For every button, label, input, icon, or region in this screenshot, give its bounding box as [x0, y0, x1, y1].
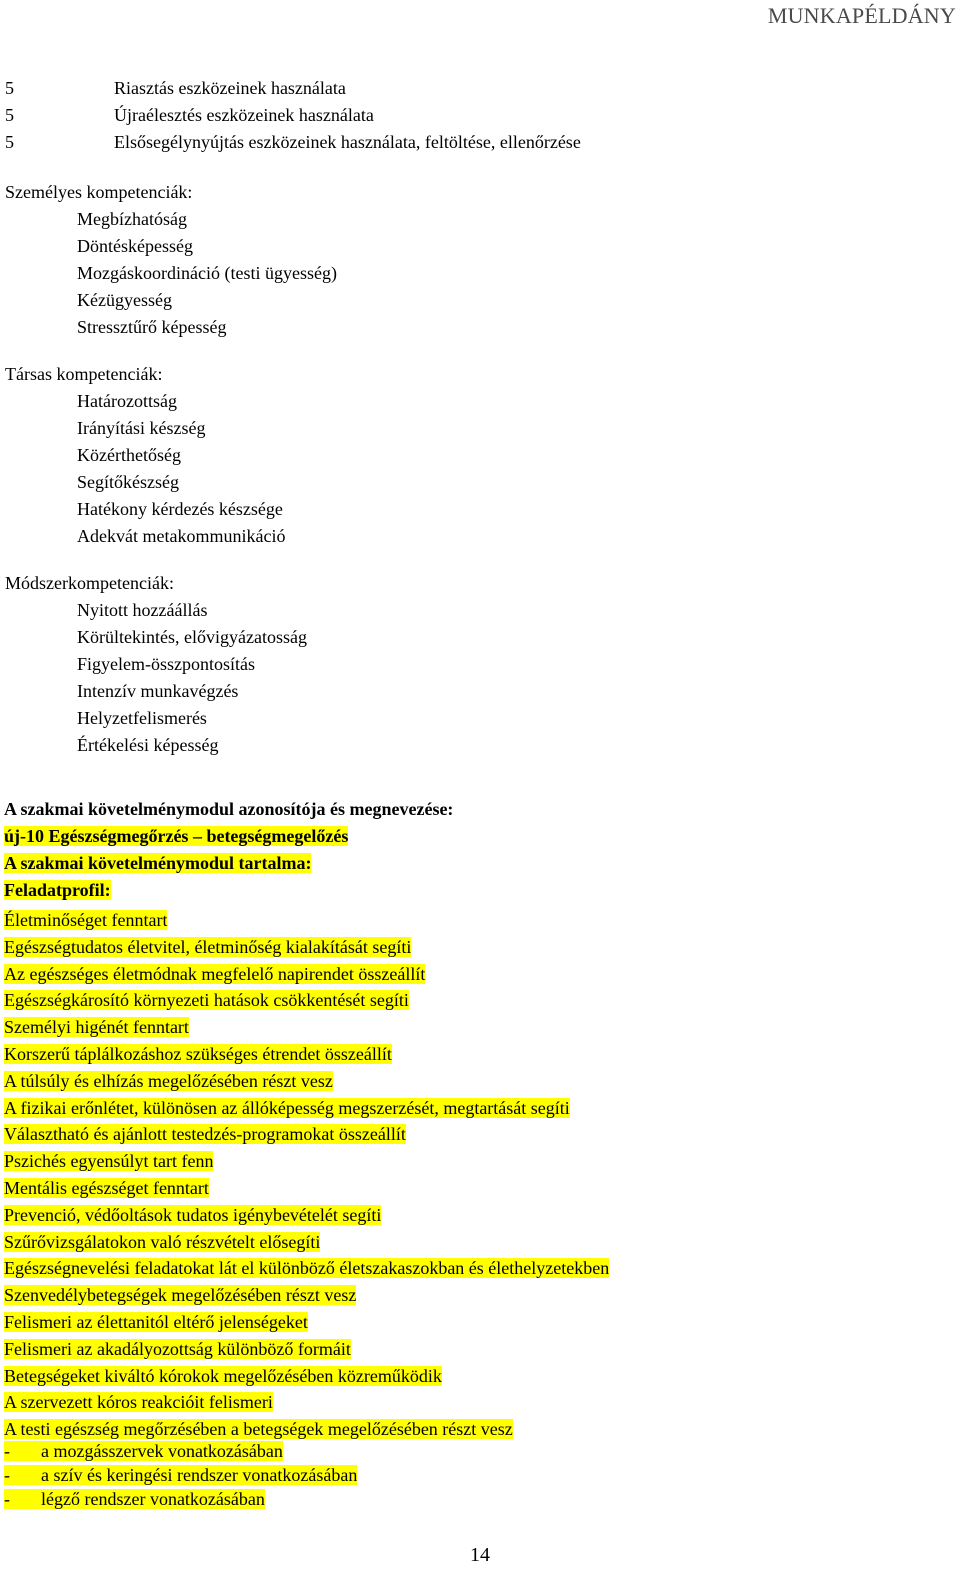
- task-item: Szenvedélybetegségek megelőzésében részt vesz: [4, 1285, 357, 1306]
- social-competencies-section: [5, 362, 905, 551]
- module-header: [4, 797, 944, 905]
- competency-item: Segítőkészség: [77, 472, 179, 492]
- competency-item: Irányítási készség: [77, 418, 206, 438]
- task-item: Felismeri az akadályozottság különböző formáit: [4, 1338, 351, 1359]
- subtask-text: a mozgásszervek vonatkozásában: [41, 1441, 283, 1461]
- subtask-item: [4, 1441, 283, 1461]
- task-profile-heading: Feladatprofil:: [4, 880, 111, 900]
- task-item: Prevenció, védőoltások tudatos igénybevételét segíti: [4, 1204, 382, 1225]
- competency-item: Stressztűrő képesség: [77, 317, 227, 337]
- personal-competencies-section: [5, 180, 905, 342]
- competency-item: Kézügyesség: [77, 290, 172, 310]
- task-item: Egészségnevelési feladatokat lát el különböző életszakaszokban és élethelyzetekben: [4, 1258, 610, 1279]
- tool-row: [5, 103, 905, 130]
- competency-item: Figyelem-összpontosítás: [77, 654, 255, 674]
- tool-text: Újraélesztés eszközeinek használata: [114, 105, 374, 125]
- task-item: Pszichés egyensúlyt tart fenn: [4, 1151, 214, 1172]
- task-item: Szűrővizsgálatokon való részvételt elősegíti: [4, 1231, 321, 1252]
- task-item: Egészségkárosító környezeti hatások csökkentését segíti: [4, 990, 409, 1011]
- task-item: Életminőséget fenntart: [4, 910, 168, 930]
- section-title: Társas kompetenciák:: [5, 364, 163, 384]
- module-id-value: új-10 Egészségmegőrzés – betegségmegelőzés: [4, 826, 349, 846]
- competency-item: Hatékony kérdezés készsége: [77, 499, 283, 519]
- tool-row: [5, 76, 905, 103]
- subtask-list: [4, 1440, 944, 1512]
- competency-item: Helyzetfelismerés: [77, 708, 207, 728]
- competency-item: Adekvát metakommunikáció: [77, 526, 286, 546]
- tool-text: Riasztás eszközeinek használata: [114, 78, 346, 98]
- tool-level: 5: [5, 132, 14, 152]
- competency-item: Közérthetőség: [77, 445, 181, 465]
- dash-bullet: -: [4, 1489, 10, 1509]
- watermark-label: MUNKAPÉLDÁNY: [767, 3, 956, 28]
- task-item: Választható és ajánlott testedzés-programokat összeállít: [4, 1124, 406, 1145]
- tool-usage-list: [5, 76, 905, 157]
- competency-item: Értékelési képesség: [77, 735, 219, 755]
- task-item: A szervezett kóros reakcióit felismeri: [4, 1392, 273, 1413]
- competency-item: Megbízhatóság: [77, 209, 187, 229]
- method-competencies-section: [5, 571, 905, 760]
- task-item: A testi egészség megőrzésében a betegségek megelőzésében részt vesz: [4, 1419, 513, 1440]
- dash-bullet: -: [4, 1465, 10, 1485]
- task-item: A fizikai erőnlétet, különösen az állóképesség megszerzését, megtartását segíti: [4, 1097, 570, 1118]
- subtask-item: [4, 1465, 357, 1485]
- competency-item: Körültekintés, elővigyázatosság: [77, 627, 307, 647]
- task-item: Felismeri az élettanitól eltérő jelenségeket: [4, 1311, 308, 1332]
- task-item: Egészségtudatos életvitel, életminőség kialakítását segíti: [4, 936, 412, 957]
- tool-text: Elsősegélynyújtás eszközeinek használata, feltöltése, ellenőrzése: [114, 132, 581, 152]
- task-item: Korszerű táplálkozáshoz szükséges étrendet összeállít: [4, 1043, 392, 1064]
- page-number: 14: [470, 1544, 490, 1566]
- dash-bullet: -: [4, 1441, 10, 1461]
- task-item: Az egészséges életmódnak megfelelő napirendet összeállít: [4, 963, 426, 984]
- task-item: A túlsúly és elhízás megelőzésében részt vesz: [4, 1070, 333, 1091]
- tool-level: 5: [5, 105, 14, 125]
- competency-item: Mozgáskoordináció (testi ügyesség): [77, 263, 337, 283]
- section-title: Módszerkompetenciák:: [5, 573, 174, 593]
- subtask-text: légző rendszer vonatkozásában: [41, 1489, 265, 1509]
- tool-row: [5, 130, 905, 157]
- task-item: Betegségeket kiváltó kórokok megelőzésében közreműködik: [4, 1365, 442, 1386]
- competency-item: Nyitott hozzáállás: [77, 600, 208, 620]
- competency-item: Döntésképesség: [77, 236, 193, 256]
- task-item: Mentális egészséget fenntart: [4, 1177, 209, 1198]
- tool-level: 5: [5, 78, 14, 98]
- subtask-text: a szív és keringési rendszer vonatkozásában: [41, 1465, 358, 1485]
- task-profile-list: [4, 908, 944, 1444]
- competency-item: Határozottság: [77, 391, 177, 411]
- task-item: Személyi higénét fenntart: [4, 1017, 189, 1038]
- competency-item: Intenzív munkavégzés: [77, 681, 239, 701]
- subtask-item: [4, 1489, 265, 1509]
- section-title: Személyes kompetenciák:: [5, 182, 193, 202]
- module-id-heading: A szakmai követelménymodul azonosítója és megnevezése:: [4, 799, 454, 819]
- module-content-heading: A szakmai követelménymodul tartalma:: [4, 853, 312, 873]
